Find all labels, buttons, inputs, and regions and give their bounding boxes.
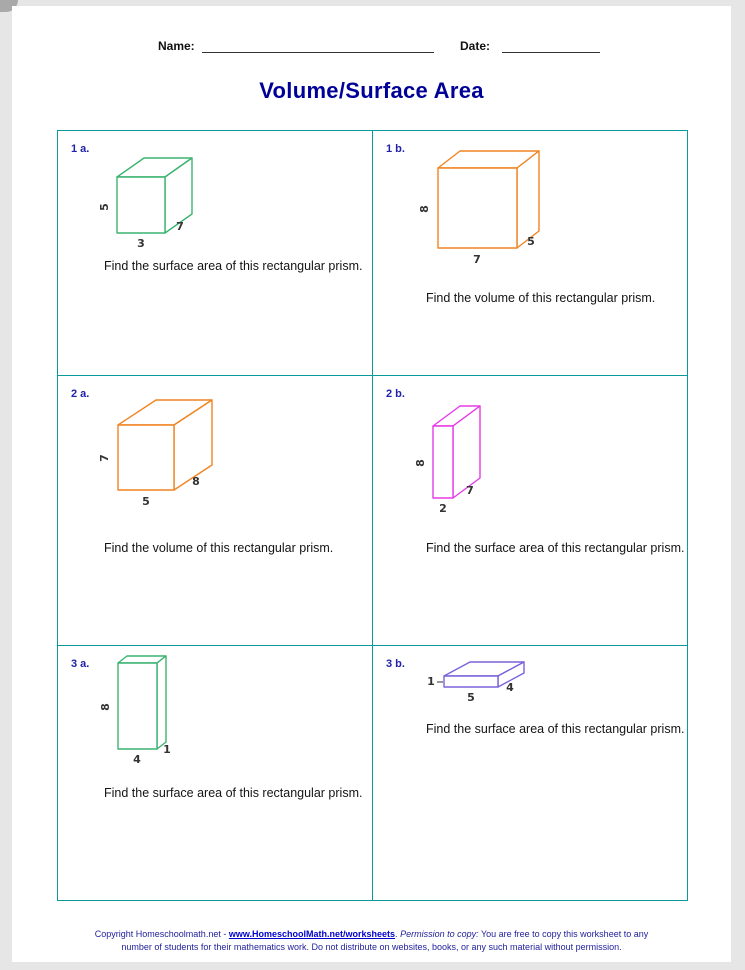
prism-front-face bbox=[444, 676, 498, 687]
dim-label-width: 4 bbox=[133, 753, 141, 766]
problem-number: 2 a. bbox=[71, 388, 90, 400]
worksheets-link[interactable]: www.HomeschoolMath.net/worksheets bbox=[228, 929, 396, 939]
prism-right-face bbox=[517, 151, 539, 248]
dim-label-depth: 5 bbox=[527, 235, 535, 248]
prism-figure-2b bbox=[408, 401, 508, 517]
footer-text bbox=[95, 928, 648, 954]
footer-permission-text-1: You are free to copy this worksheet to any bbox=[480, 929, 649, 939]
dim-label-height: 8 bbox=[418, 205, 431, 213]
footer-period: . bbox=[395, 929, 398, 939]
problem-number: 3 b. bbox=[386, 658, 405, 670]
name-label: Name: bbox=[158, 39, 195, 53]
prism-front-face bbox=[118, 663, 157, 749]
problem-cell-3b bbox=[373, 646, 688, 901]
name-blank-line bbox=[202, 36, 434, 53]
dim-label-depth: 7 bbox=[466, 484, 474, 497]
problem-prompt: Find the surface area of this rectangular prism. bbox=[104, 786, 363, 800]
dim-label-width: 5 bbox=[467, 691, 475, 704]
prism-figure-2a bbox=[93, 395, 238, 511]
dim-label-width: 2 bbox=[439, 502, 447, 515]
dim-label-height: 8 bbox=[99, 703, 112, 711]
prism-figure-1a bbox=[97, 149, 237, 254]
problem-cell-2b bbox=[373, 376, 688, 646]
problem-cell-3a bbox=[58, 646, 373, 901]
problem-cell-1a bbox=[58, 131, 373, 376]
problem-prompt: Find the surface area of this rectangular prism. bbox=[426, 541, 685, 555]
dim-label-height: 1 bbox=[427, 675, 435, 688]
dim-label-height: 7 bbox=[98, 454, 111, 462]
prism-figure-3b bbox=[414, 654, 544, 708]
problem-cell-1b bbox=[373, 131, 688, 376]
prism-front-face bbox=[117, 177, 165, 233]
problem-prompt: Find the volume of this rectangular prism. bbox=[426, 291, 656, 305]
prism-right-face bbox=[157, 656, 166, 749]
prism-figure-3a bbox=[93, 651, 193, 768]
dim-label-width: 3 bbox=[137, 237, 145, 250]
name-date-row bbox=[12, 36, 731, 58]
dim-label-height: 5 bbox=[98, 203, 111, 211]
dim-label-depth: 8 bbox=[192, 475, 200, 488]
problems-grid bbox=[57, 130, 688, 901]
problem-prompt: Find the volume of this rectangular prism. bbox=[104, 541, 334, 555]
page-title: Volume/Surface Area bbox=[259, 78, 484, 103]
dim-label-depth: 4 bbox=[506, 681, 514, 694]
problem-number: 1 a. bbox=[71, 143, 90, 155]
dim-label-width: 5 bbox=[142, 495, 150, 508]
prism-front-face bbox=[118, 425, 174, 490]
footer-permission-text-2: number of students for their mathematics work. Do not distribute on websites, books, or any such material without permission. bbox=[121, 942, 622, 952]
footer bbox=[12, 928, 731, 954]
prism-front-face bbox=[433, 426, 453, 498]
date-blank-line bbox=[502, 36, 600, 53]
date-label: Date: bbox=[460, 39, 491, 53]
problem-number: 3 a. bbox=[71, 658, 90, 670]
dim-label-depth: 1 bbox=[163, 743, 171, 756]
dim-label-height: 8 bbox=[414, 459, 427, 467]
problem-number: 2 b. bbox=[386, 388, 405, 400]
problem-number: 1 b. bbox=[386, 143, 405, 155]
prism-front-face bbox=[438, 168, 517, 248]
problem-cell-2a bbox=[58, 376, 373, 646]
dim-label-depth: 7 bbox=[176, 220, 184, 233]
problem-prompt: Find the surface area of this rectangular prism. bbox=[104, 259, 363, 273]
problem-prompt: Find the surface area of this rectangular prism. bbox=[426, 722, 685, 736]
footer-copyright: Copyright Homeschoolmath.net - bbox=[94, 929, 227, 939]
worksheet-page bbox=[12, 6, 731, 962]
footer-permission-label: Permission to copy: bbox=[400, 929, 479, 939]
prism-figure-1b bbox=[408, 146, 563, 268]
dim-label-width: 7 bbox=[473, 253, 481, 266]
